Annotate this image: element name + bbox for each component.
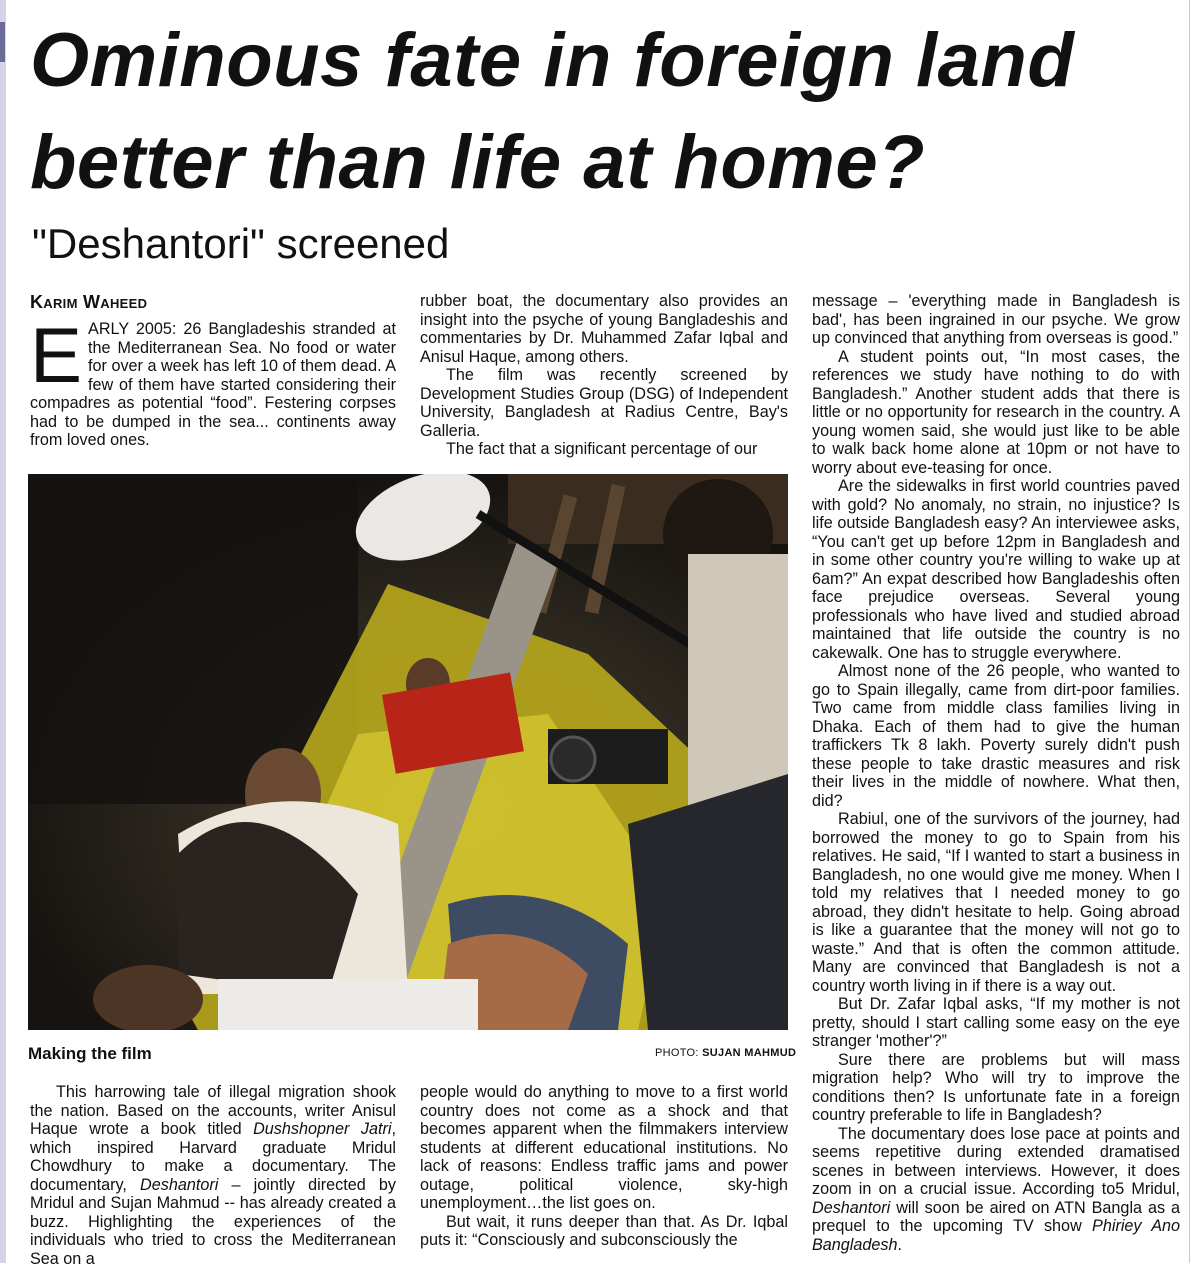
paragraph [812,1125,1180,1255]
page-edge-left [0,0,6,1263]
film-title: Deshantori [812,1198,891,1217]
photo-credit [655,1047,796,1059]
photo-credit-label: PHOTO: [655,1047,699,1059]
column-2-top [420,292,788,459]
text-run: , which inspired Harvard graduate Mridul Chowdhury to make a documentary. The documentary, [30,1120,396,1194]
paragraph: Are the sidewalks in first world countries paved with gold? No anomaly, no strain, no injustice? Is life outside Bangladesh easy? An interviewee asks, “You can't get up before 12pm in Bangladesh and in some other country you're willing to wake up at 6am?” An expat described how Bangladeshis often face prejudice overseas. Several young professionals who have lived and studied abroad maintained that life outside the country is no cakewalk. One has to struggle everywhere. [812,477,1180,662]
subhead: "Deshantori" screened [32,220,450,267]
paragraph [30,1083,396,1268]
photo-credit-name: SUJAN MAHMUD [702,1047,797,1059]
paragraph: But wait, it runs deeper than that. As Dr. Iqbal puts it: “Consciously and subconsciously the [420,1212,788,1249]
photo-illustration [28,474,788,1030]
column-2-bottom [420,1083,788,1250]
intro-column [30,311,396,450]
film-title: Deshantori [140,1175,219,1194]
paragraph: message – 'everything made in Bangladesh is bad', has been ingrained in our psyche. We grow up convinced that anything from overseas is good.” [812,292,1180,347]
paragraph: A student points out, “In most cases, the references we study have nothing to do with Bangladesh.” Another student adds that there is little or no opportunity for research in the country. A young women said, she would just like to be able to walk back home alone at 10pm or not have to worry about eve-teasing for once. [812,347,1180,477]
headline: Ominous fate in foreign land better than life at home? [30,18,1075,205]
text-run: This harrowing tale of illegal migration shook the nation. Based on the accounts, writer Anisul Haque wrote a book titled [30,1083,396,1138]
book-title: Dushshopner Jatri [253,1120,392,1138]
text-run: will soon be aired on ATN Bangla as a prequel to the upcoming TV show [812,1198,1180,1235]
paragraph: people would do anything to move to a first world country does not come as a shock and that becomes apparent when the filmmakers interview students at different educational institutions. No lack of reasons: Endless traffic jams and power outage, political violence, sky-high unemployment…the list goes on. [420,1083,788,1212]
show-title: Phiriey Ano Bangladesh [812,1217,1181,1254]
column-1-bottom [30,1083,396,1268]
text-run: – jointly directed by Mridul and Sujan Mahmud -- has already created a buzz. Highlighting the experiences of the individuals who tried to cross the Mediterranean Sea on a [30,1175,396,1268]
intro-paragraph [30,311,396,450]
text-run: . [897,1235,903,1254]
paragraph: The film was recently screened by Development Studies Group (DSG) of Independent University, Bangladesh at Radius Centre, Bay's Galleria. [420,366,788,440]
paragraph: But Dr. Zafar Iqbal asks, “If my mother is not pretty, should I start calling some easy on the eye stranger 'mother'?” [812,995,1180,1050]
drop-cap: E [30,311,83,399]
paragraph: rubber boat, the documentary also provides an insight into the psyche of young Bangladeshis and commentaries by Dr. Muhammed Zafar Iqbal and Anisul Haque, among others. [420,292,788,366]
page-edge-marker [0,22,5,62]
text-run: The documentary does lose pace at points and seems repetitive during extended dramatised scenes in between interviews. However, it does zoom in on a crucial issue. According to5 Mridul, [812,1124,1180,1198]
column-3 [812,292,1180,1254]
intro-text: ARLY 2005: 26 Bangladeshis stranded at the Mediterranean Sea. No food or water for over a week has left 10 of them dead. A few of them have started considering their compadres as potential “food”. Festering corpses had to be dumped in the sea... continents away from loved ones. [30,320,396,449]
page-edge-right [1189,0,1190,1263]
section-heading: Making the film [28,1044,152,1063]
paragraph: The fact that a significant percentage of our [446,440,758,458]
paragraph: Sure there are problems but will mass migration help? Who will try to improve the conditions then? Is unfortunate fate in a foreign country preferable to life in Bangladesh? [812,1050,1180,1124]
byline: Karim Waheed [30,292,148,312]
article-photo [28,474,788,1030]
paragraph: Almost none of the 26 people, who wanted to go to Spain illegally, came from dirt-poor families. Two came from middle class families living in Dhaka. Each of them had to give the human traffickers Tk 8 lakh. Poverty surely didn't push these people to take drastic measures and risk their lives in the middle of nowhere. What then, did? [812,662,1180,810]
paragraph: Rabiul, one of the survivors of the journey, had borrowed the money to go to Spain from his relatives. He said, “If I wanted to start a business in Bangladesh, no one would give me money. When I told my relatives that I needed money to go abroad, they didn't hesitate to help. Going abroad is like a guarantee that the money will not go to waste.” And that is often the common attitude. Many are convinced that Bangladesh is not a country worth living in if there is a way out. [812,810,1180,995]
